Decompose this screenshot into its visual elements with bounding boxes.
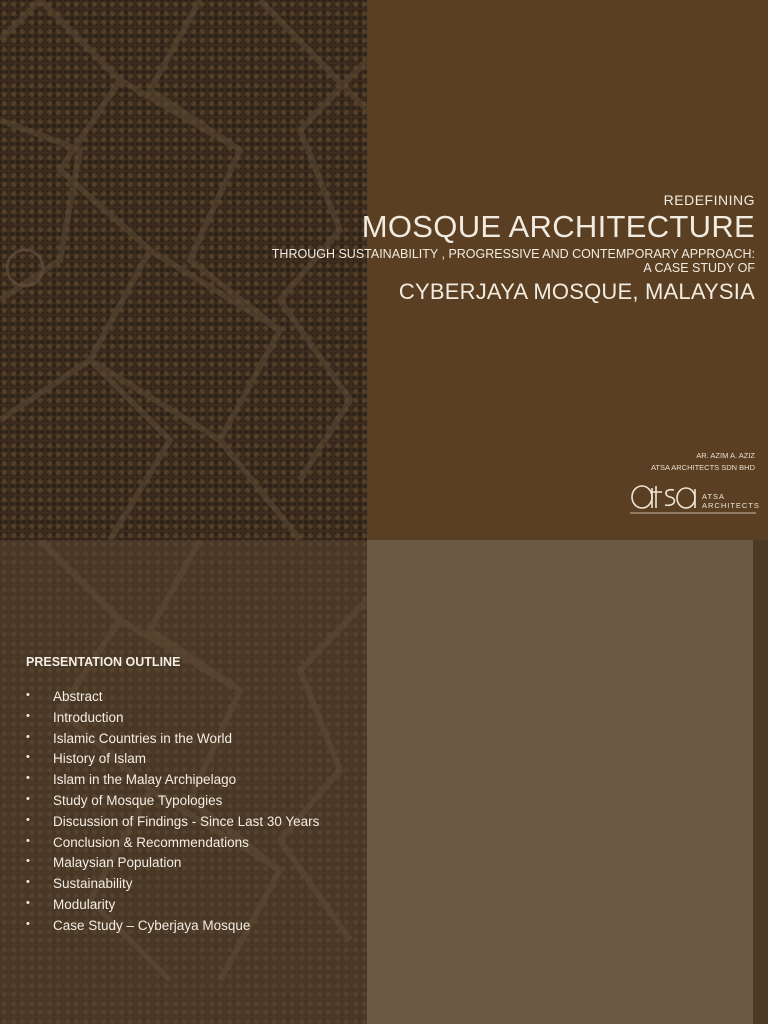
list-item [26,918,319,939]
list-item-label: Case Study – Cyberjaya Mosque [53,917,251,933]
subtitle-line1: THROUGH SUSTAINABILITY , PROGRESSIVE AND CONTEMPORARY APPROACH: [271,247,755,261]
list-item [26,793,319,814]
bullet-icon: • [26,730,30,743]
list-item [26,876,319,897]
outline-slide [0,540,768,1024]
logo-text-atsa: ATSA [702,492,726,501]
bullet-icon: • [26,855,30,868]
list-item-label: Islam in the Malay Archipelago [53,772,237,788]
author-firm: ATSA ARCHITECTS SDN BHD [650,463,755,472]
case-title: CYBERJAYA MOSQUE, MALAYSIA [398,279,755,304]
list-item [26,772,319,793]
list-item-label: Sustainability [53,876,133,892]
bullet-icon: • [26,772,30,785]
bullet-icon: • [26,917,30,930]
logo-text-architects: ARCHITECTS [702,501,760,510]
bullet-icon: • [26,689,30,701]
outline-list [26,689,319,939]
list-item [26,897,319,918]
bullet-icon: • [26,709,30,722]
list-item [26,689,319,710]
list-item [26,751,319,772]
bullet-icon: • [26,834,30,847]
list-item-label: Modularity [53,896,116,912]
list-item [26,855,319,876]
list-item [26,710,319,731]
list-item-label: Study of Mosque Typologies [53,792,223,808]
author-name: AR. AZIM A. AZIZ [696,451,755,460]
bullet-icon: • [26,751,30,764]
list-item-label: History of Islam [53,751,147,767]
bullet-icon: • [26,896,30,909]
list-item-label: Discussion of Findings - Since Last 30 Years [53,813,320,829]
title-block [272,192,755,305]
pre-title: REDEFINING [663,192,755,208]
list-item [26,835,319,856]
logo-wordmark [702,492,760,510]
list-item-label: Abstract [53,689,103,704]
subtitle-line2: A CASE STUDY OF [643,261,755,275]
list-item-label: Conclusion & Recommendations [53,834,249,850]
presentation-outline [26,655,319,939]
outline-heading: PRESENTATION OUTLINE [26,655,181,669]
list-item-label: Introduction [53,709,124,725]
list-item [26,731,319,752]
author-block [651,450,755,474]
outline-right-panel [367,540,753,1024]
atsa-logo [630,482,760,516]
bullet-icon: • [26,792,30,805]
list-item-label: Islamic Countries in the World [53,730,233,746]
bullet-icon: • [26,876,30,889]
list-item-label: Malaysian Population [53,855,182,871]
bullet-icon: • [26,813,30,826]
list-item [26,814,319,835]
main-title: MOSQUE ARCHITECTURE [361,209,755,244]
